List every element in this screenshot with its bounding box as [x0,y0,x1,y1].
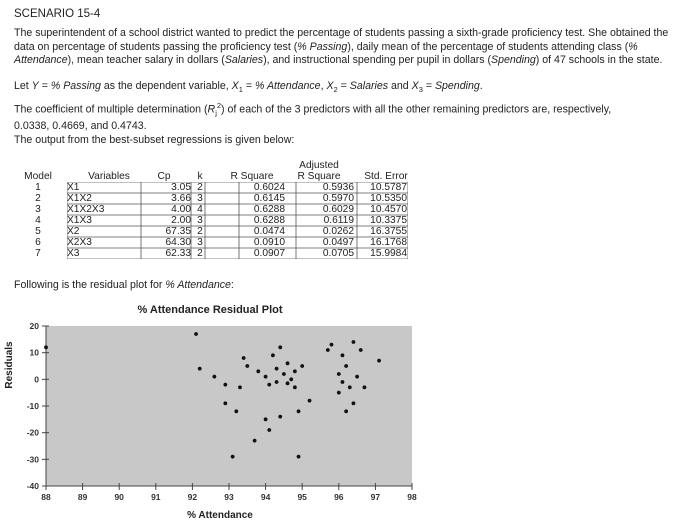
data-point [297,455,301,459]
model-cell: 5 [35,226,41,237]
data-point [231,455,235,459]
x-tick-label: 89 [77,492,88,502]
x-tick-label: 88 [41,492,51,502]
header-std-error: Std. Error [364,171,408,182]
table-row [15,226,410,237]
table-row [15,193,410,204]
data-point [293,385,297,389]
cp-cell: 67.35 [165,226,191,237]
data-point [271,353,275,357]
header-model: Model [24,171,52,182]
header-adjusted: Adjusted [299,160,339,171]
table-row [15,248,410,259]
data-point [286,381,290,385]
data-point [253,439,257,443]
std-error-cell: 16.3755 [370,226,407,237]
model-cell: 4 [35,215,41,226]
variables-cell: X3 [67,248,80,259]
std-error-cell: 10.5787 [370,182,407,193]
data-point [198,367,202,371]
r-square-cell: 0.6288 [253,215,285,226]
x-tick-label: 90 [114,492,124,502]
y-tick-label: -10 [26,401,39,411]
data-point [341,380,345,384]
data-point [355,375,359,379]
table-row [15,204,410,215]
adjusted-r-square-cell: 0.6119 [323,215,354,226]
data-point [275,367,279,371]
model-cell: 6 [35,237,41,248]
data-point [363,385,367,389]
data-point [223,383,227,387]
header-variables: Variables [88,171,130,182]
header-adjusted-r-square: R Square [297,171,341,182]
data-point [238,385,242,389]
data-point [337,391,341,395]
data-point [326,348,330,352]
x-tick-label: 95 [297,492,307,502]
residual-plot [0,318,420,532]
variables-cell: X1X3 [67,215,92,226]
residual-plot-intro: Following is the residual plot for % Attendance: [14,279,234,291]
k-cell: 3 [197,193,203,204]
k-cell: 2 [197,226,203,237]
adjusted-r-square-cell: 0.0262 [322,226,354,237]
data-point [297,409,301,413]
r-square-cell: 0.0474 [253,226,285,237]
data-point [256,369,260,373]
data-point [377,359,381,363]
variables-cell: X1X2X3 [67,204,105,215]
std-error-cell: 10.3375 [370,215,407,226]
output-intro: The output from the best-subset regressions is given below: [14,134,295,146]
y-tick-label: 20 [29,321,39,331]
data-point [275,380,279,384]
data-point [278,345,282,349]
cp-cell: 64.30 [165,237,191,248]
data-point [300,364,304,368]
std-error-cell: 15.9984 [370,248,407,259]
x-axis-label: % Attendance [187,510,253,521]
std-error-cell: 10.4570 [370,204,407,215]
k-cell: 4 [197,204,203,215]
data-point [344,364,348,368]
x-tick-label: 93 [224,492,234,502]
data-point [212,375,216,379]
table-row [15,182,410,193]
y-tick-label: 10 [29,347,39,358]
data-point [293,369,297,373]
cp-cell: 3.66 [171,193,191,204]
r-square-cell: 0.0910 [253,237,285,248]
x-tick-label: 91 [151,492,161,502]
model-cell: 3 [35,204,41,215]
cp-cell: 3.05 [171,182,191,193]
variables-cell: X1X2 [67,193,92,204]
y-tick-label: 0 [34,374,39,385]
x-tick-label: 92 [187,492,198,502]
x-tick-label: 94 [260,492,271,502]
coefficient-paragraph: The coefficient of multiple determination $(R_j^2)$ of each of the 3 predictors with all the other remaining predictors are, respectively, 0.0338, 0.4669, and 0.4743. [14,101,612,133]
attendance-variable: % Attendance [14,40,638,66]
model-cell: 7 [35,248,41,259]
r-square-cell: 0.0907 [253,248,285,259]
y-tick-label: -40 [26,481,39,491]
adjusted-r-square-cell: 0.0497 [322,237,354,248]
cp-cell: 4.00 [171,204,191,215]
header-cp: Cp [157,171,171,182]
k-cell: 2 [197,182,203,193]
header-r-square: R Square [230,171,274,182]
plot-area [46,326,412,486]
std-error-cell: 10.5350 [370,193,407,204]
best-subset-table [15,160,410,259]
r-square-cell: 0.6145 [253,193,285,204]
scenario-title: SCENARIO 15-4 [14,8,101,20]
adjusted-r-square-cell: 0.6029 [322,204,354,215]
x-tick-label: 97 [370,492,381,502]
variable-definitions: Let Y = % Passing as the dependent variable, $X_1$ = % Attendance, $X_2$ = Salaries and $X_3$ = Spending. [14,80,483,95]
data-point [348,385,352,389]
data-point [223,401,227,405]
cp-cell: 2.00 [171,215,191,226]
variables-cell: X2 [67,226,80,237]
adjusted-r-square-cell: 0.5936 [322,182,354,193]
table-row [15,215,410,226]
chart-title: % Attendance Residual Plot [137,304,283,316]
data-point [267,383,271,387]
salaries-variable: Salaries [224,54,264,66]
variables-cell: X1 [67,182,80,193]
header-k: k [197,171,203,182]
data-point [289,377,293,381]
k-cell: 3 [197,215,203,226]
model-cell: 2 [35,193,41,204]
table-header [15,160,410,182]
r-square-cell: 0.6024 [253,182,285,193]
data-point [330,343,334,347]
model-cell: 1 [35,182,41,193]
cp-cell: 62.33 [165,248,191,259]
spending-variable: Spending [491,54,536,66]
k-cell: 2 [197,248,203,259]
k-cell: 3 [197,237,203,248]
data-point [44,345,48,349]
table-body [15,182,410,259]
y-axis-label: Residuals [4,341,15,389]
data-point [245,364,249,368]
data-point [234,409,238,413]
x-tick-label: 96 [334,492,344,502]
data-point [308,399,312,403]
data-point [264,417,268,421]
y-tick-label: -20 [26,427,39,438]
variables-cell: X2X3 [67,237,92,248]
data-point [341,353,345,357]
data-point [264,375,268,379]
adjusted-r-square-cell: 0.5970 [322,193,354,204]
data-point [352,401,356,405]
data-point [337,372,341,376]
intro-paragraph: The superintendent of a school district wanted to predict the percentage of students passing a sixth-grade proficiency test. She obtained the data on percentage of students passing the proficiency test (% Passing), daily mean of the percentage of students attending class (% Attendance), mean teacher salary in dollars (Salaries), and instructional spending per pupil in dollars (Spending) of 47 schools in the state. [14,27,669,66]
coefficient-values: 0.0338, 0.4669, and 0.4743. [14,120,147,133]
data-point [286,361,290,365]
r-square-cell: 0.6288 [253,204,285,215]
data-point [194,332,198,336]
data-point [352,340,356,344]
data-point [359,348,363,352]
data-point [282,372,286,376]
data-point [267,428,271,432]
y-tick-label: -30 [26,454,39,465]
data-point [242,356,246,360]
adjusted-r-square-cell: 0.0705 [322,248,354,259]
data-point [344,409,348,413]
passing-variable: % Passing [297,40,348,53]
data-point [278,415,282,419]
table-row [15,237,410,248]
std-error-cell: 16.1768 [370,237,407,248]
x-tick-label: 98 [407,492,417,502]
